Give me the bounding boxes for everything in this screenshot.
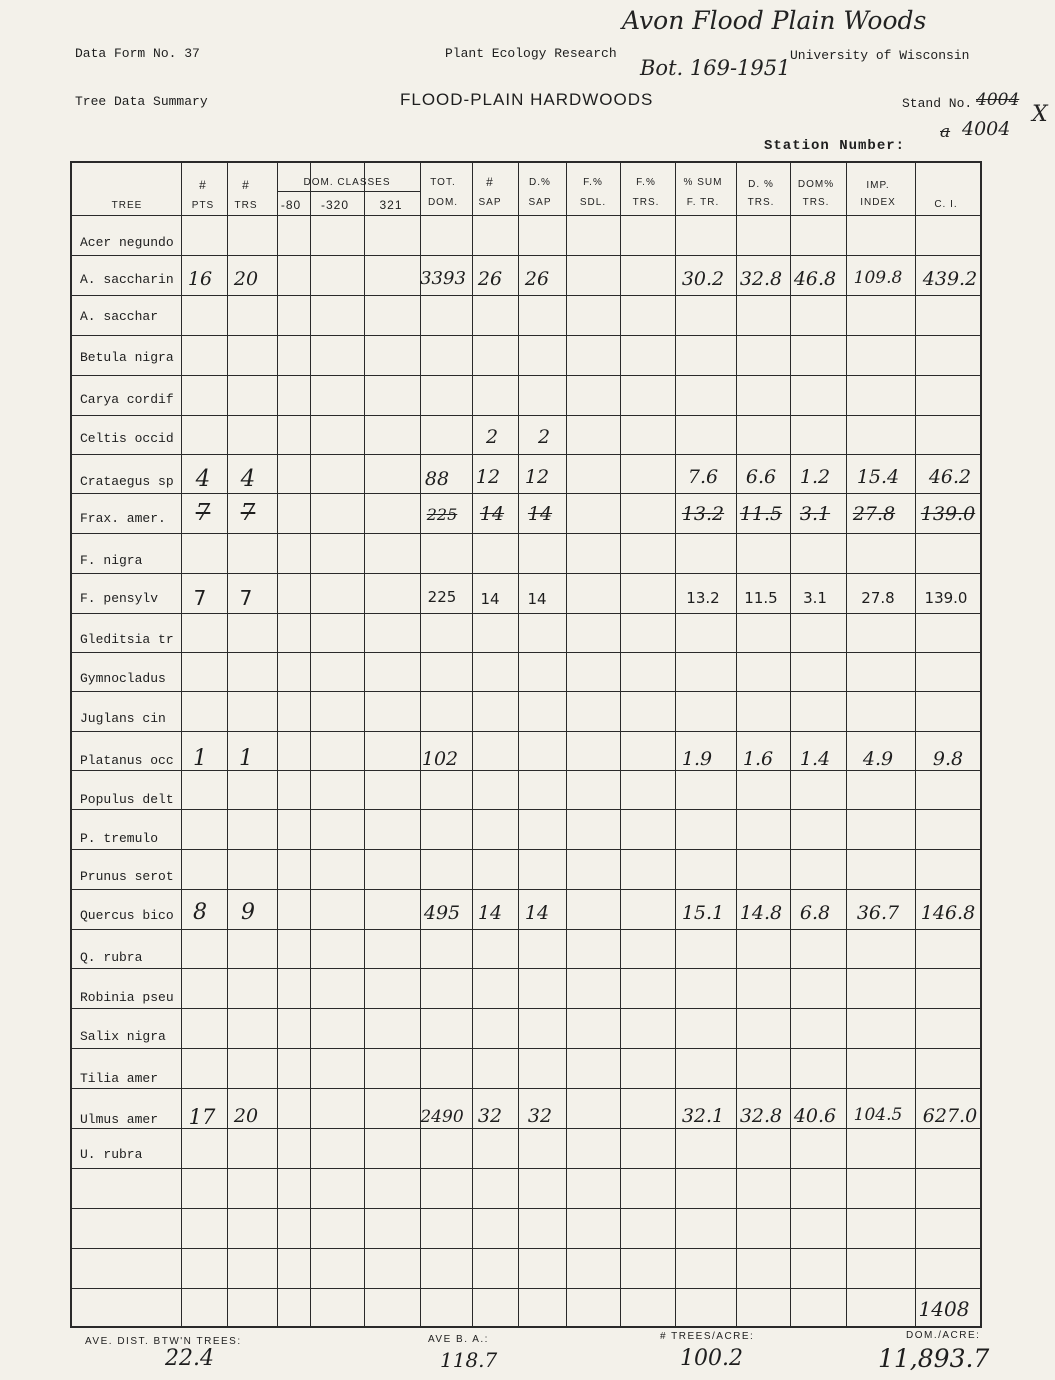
col-fsdl: SDL. [579,197,607,208]
cell-dtrs: 14.8 [739,902,783,924]
cell-sap: 26 [477,268,503,290]
cell-dsap: 26 [524,268,550,290]
tree-name: F. nigra [80,553,143,568]
tree-name: Ulmus amer [80,1112,159,1127]
tree-name: Carya cordif [80,392,174,407]
cell-trs: 20 [233,1105,259,1127]
cell-imp: 27.8 [861,589,895,607]
cell-imp: 109.8 [853,268,903,288]
cell-domtrs: 1.4 [799,748,831,770]
col-tree: TREE [111,200,143,211]
col-tot-top: TOT. [430,177,456,188]
tree-name: Betula nigra [80,350,174,365]
cell-sum: 13.2 [681,503,725,525]
cell-dsap: 32 [527,1105,553,1127]
cell-domtrs: 6.8 [799,902,831,924]
cell-sap: 2 [485,426,499,448]
organization: Plant Ecology Research [445,46,617,61]
tree-name: Platanus occ [80,753,174,768]
cell-sum: 1.9 [681,748,713,770]
form-number: Data Form No. 37 [75,46,200,61]
cell-tot: 2490 [420,1107,464,1127]
col-trs-top: # [242,178,250,192]
cell-imp: 15.4 [856,466,900,488]
cell-dtrs: 1.6 [742,748,774,770]
col-sap-top: # [486,175,494,189]
cell-imp: 36.7 [856,902,900,924]
trees-acre-label: # TREES/ACRE: [660,1331,755,1342]
col-pts: PTS [191,200,215,211]
tree-name: Prunus serot [80,869,174,884]
col-sum-top: % SUM [683,177,723,188]
cell-pts: 7 [193,586,207,610]
tree-name: A. saccharin [80,272,174,287]
tree-name: Quercus bico [80,908,174,923]
cell-imp: 104.5 [853,1105,903,1125]
tree-name: Salix nigra [80,1029,166,1044]
tree-name: F. pensylv [80,591,159,606]
cell-domtrs: 3.1 [799,503,831,525]
col-imp-top: IMP. [866,180,890,191]
trees-acre-value: 100.2 [680,1346,743,1371]
cell-tot: 495 [423,902,461,924]
cell-domtrs: 1.2 [799,466,831,488]
stand-crossed: 4004 [976,90,1020,110]
cell-trs: 4 [240,466,256,492]
col-imp: INDEX [860,197,896,208]
cell-tot: 225 [427,588,457,606]
dom-acre-label: DOM./ACRE: [906,1330,981,1341]
tree-name: Celtis occid [80,431,174,446]
cell-trs: 7 [239,586,253,610]
cell-pts: 4 [195,466,211,492]
col-dom-classes: DOM. CLASSES [303,177,391,188]
tree-name: Juglans cin [80,711,166,726]
dom-acre-value: 11,893.7 [878,1344,990,1373]
tree-name: P. tremulo [80,831,159,846]
tree-name: A. sacchar [80,309,159,324]
col-trs: TRS [234,200,258,211]
stand-label: Stand No. [902,96,973,111]
ave-dist-value: 22.4 [165,1346,214,1371]
cell-dsap: 14 [527,590,547,608]
ave-ba-value: 118.7 [440,1348,498,1372]
cell-pts: 7 [195,500,211,526]
cell-sum: 7.6 [687,466,719,488]
site-name-handwritten: Avon Flood Plain Woods [622,6,927,35]
cell-tot: 3393 [420,268,466,289]
ave-ba-label: AVE B. A.: [428,1334,489,1345]
col-sum: F. TR. [686,197,720,208]
stand-prefix: a [940,122,951,142]
cell-sum: 15.1 [681,902,725,924]
cell-sum: 32.1 [681,1105,725,1127]
cell-dsap: 2 [537,426,551,448]
col-dsap-top: D.% [529,177,551,188]
cell-domtrs: 46.8 [793,268,837,290]
tree-name: Robinia pseu [80,990,174,1005]
col-dtrs: TRS. [747,197,775,208]
cell-ci: 46.2 [928,466,972,488]
tree-name: Populus delt [80,792,174,807]
university: University of Wisconsin [790,48,970,63]
col-dc2: -320 [320,198,350,212]
cell-dsap: 14 [527,503,553,525]
tree-name: Q. rubra [80,950,143,965]
stand-number: 4004 [962,118,1011,140]
cell-sap: 14 [477,902,503,924]
col-domtrs-top: DOM% [797,179,835,190]
cell-tot: 225 [426,505,458,524]
tree-name: Frax. amer. [80,511,166,526]
cell-sap: 14 [480,590,500,608]
cell-imp: 4.9 [862,748,894,770]
cell-pts: 8 [193,900,207,925]
col-ftrs: TRS. [632,197,660,208]
col-dsap: SAP [528,197,552,208]
tree-name: Gleditsia tr [80,632,174,647]
cell-trs: 20 [233,268,259,290]
cell-dtrs: 6.6 [745,466,777,488]
stand-mark: X [1032,102,1048,127]
col-fsdl-top: F.% [583,177,603,188]
station-label: Station Number: [764,138,906,154]
tree-name: Crataegus sp [80,474,174,489]
col-dtrs-top: D. % [748,179,774,190]
cell-ci: 139.0 [924,589,968,607]
cell-sap: 14 [479,503,505,525]
cell-ci: 139.0 [920,503,976,525]
col-tot: DOM. [427,197,459,208]
tree-name: Gymnocladus [80,671,166,686]
cell-dsap: 12 [524,466,550,488]
cell-ci: 439.2 [922,268,978,290]
cell-dtrs: 11.5 [739,503,783,525]
cell-trs: 7 [240,500,256,526]
cell-pts: 17 [188,1105,216,1129]
tree-name: Tilia amer [80,1071,159,1086]
cell-tot: 88 [424,468,450,490]
cell-ci: 627.0 [922,1105,978,1127]
cell-sap: 32 [477,1105,503,1127]
cell-trs: 1 [239,746,253,771]
cell-ci: 9.8 [932,748,964,770]
cell-ci: 146.8 [920,902,976,924]
cell-dtrs: 32.8 [739,268,783,290]
col-pts-top: # [199,178,207,192]
cell-dsap: 14 [524,902,550,924]
cell-sum: 13.2 [686,589,720,607]
reference-handwritten: Bot. 169-1951 [640,56,791,80]
cell-dtrs: 11.5 [744,589,778,607]
ave-dist-label: AVE. DIST. BTW'N TREES: [85,1336,242,1347]
tree-name: U. rubra [80,1147,143,1162]
ci-total: 1408 [918,1297,970,1321]
col-domtrs: TRS. [802,197,830,208]
form-subtitle: Tree Data Summary [75,94,208,109]
cell-dtrs: 32.8 [739,1105,783,1127]
cell-domtrs: 40.6 [793,1105,837,1127]
col-sap: SAP [478,197,502,208]
tree-data-table [70,161,982,1328]
cell-pts: 1 [193,746,207,771]
col-dc1: -80 [280,198,302,212]
cell-domtrs: 3.1 [803,589,827,607]
cell-imp: 27.8 [852,503,896,525]
cell-pts: 16 [187,268,213,290]
cell-tot: 102 [421,748,459,770]
tree-name: Acer negundo [80,235,174,250]
col-ci: C. I. [934,199,958,210]
col-ftrs-top: F.% [636,177,656,188]
col-dc3: 321 [379,198,403,212]
cell-trs: 9 [241,900,255,925]
cell-sap: 12 [475,466,501,488]
form-title: FLOOD-PLAIN HARDWOODS [400,90,654,109]
cell-sum: 30.2 [681,268,725,290]
